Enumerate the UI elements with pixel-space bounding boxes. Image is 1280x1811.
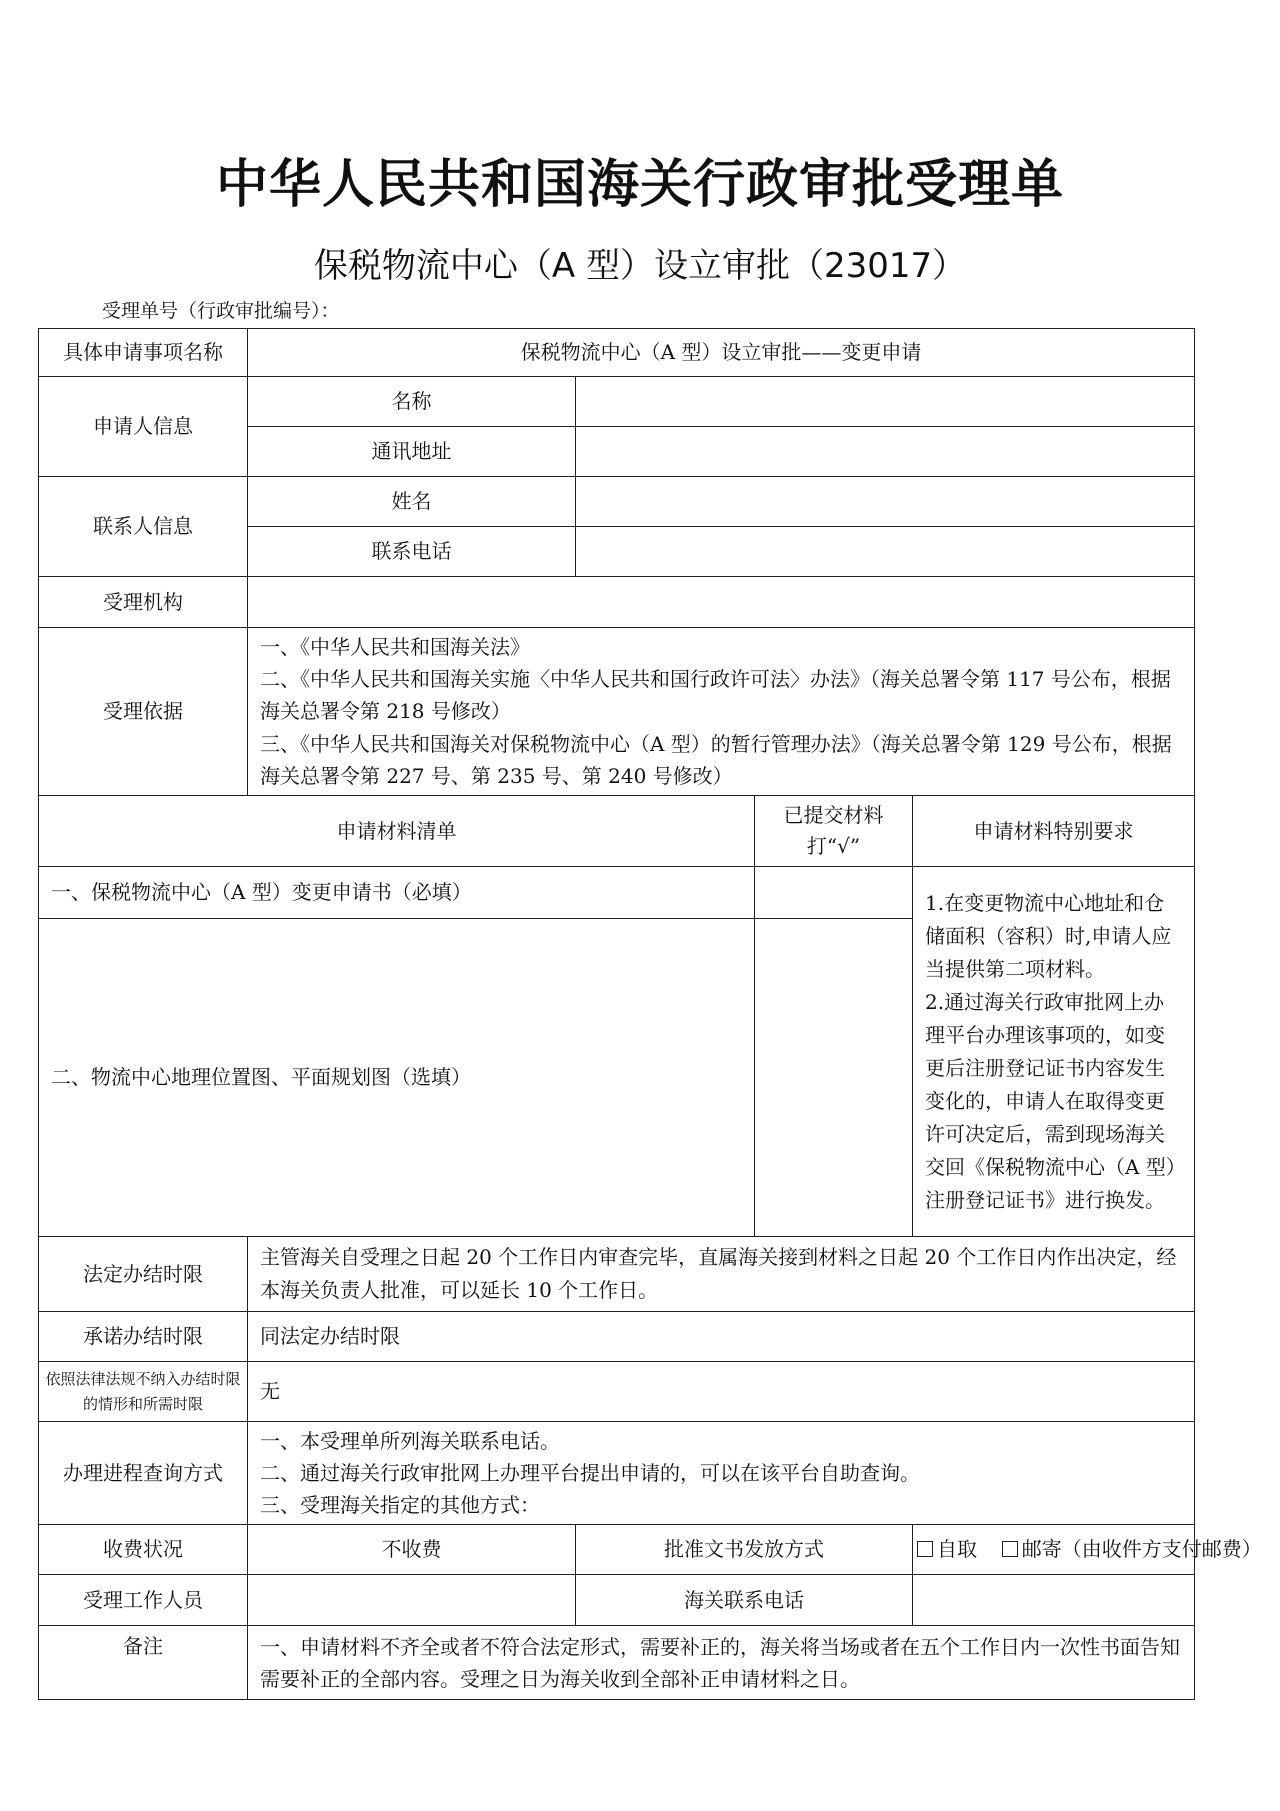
excluded-time-value: 无 — [248, 1362, 1195, 1422]
contact-info-label: 联系人信息 — [39, 477, 248, 577]
contact-phone-field[interactable] — [576, 527, 1195, 577]
submitted-check-header: 已提交材料打“√” — [755, 796, 913, 867]
applicant-address-label: 通讯地址 — [248, 427, 576, 477]
fee-value: 不收费 — [248, 1525, 576, 1575]
remarks-label: 备注 — [39, 1626, 248, 1700]
special-requirements-header: 申请材料特别要求 — [913, 796, 1195, 867]
remarks-value: 一、申请材料不齐全或者不符合法定形式，需要补正的，海关将当场或者在五个工作日内一次性书面告知需要补正的全部内容。受理之日为海关收到全部补正申请材料之日。 — [248, 1626, 1195, 1700]
delivery-method-label: 批准文书发放方式 — [576, 1525, 913, 1575]
customs-phone-label: 海关联系电话 — [576, 1575, 913, 1626]
contact-name-field[interactable] — [576, 477, 1195, 527]
materials-list-header: 申请材料清单 — [39, 796, 755, 867]
basis-line-3: 三、《中华人民共和国海关对保税物流中心（A 型）的暂行管理办法》（海关总署令第 129 号公布，根据海关总署令第 227 号、第 235 号、第 240 号修改） — [260, 731, 1172, 789]
legal-limit-label: 法定办结时限 — [39, 1237, 248, 1312]
material-1-label: 一、保税物流中心（A 型）变更申请书（必填） — [39, 867, 755, 919]
progress-query-label: 办理进程查询方式 — [39, 1422, 248, 1525]
applicant-info-label: 申请人信息 — [39, 377, 248, 477]
basis-content — [248, 628, 1195, 796]
promised-limit-value: 同法定办结时限 — [248, 1312, 1195, 1362]
customs-phone-field[interactable] — [913, 1575, 1195, 1626]
delivery-mail-option[interactable]: 邮寄（由收件方支付邮费） — [1002, 1537, 1262, 1561]
delivery-method-options — [913, 1525, 1262, 1575]
self-pickup-checkbox-icon — [917, 1541, 933, 1557]
applicant-name-label: 名称 — [248, 377, 576, 427]
page-title: 中华人民共和国海关行政审批受理单 — [215, 155, 1064, 215]
legal-limit-value: 主管海关自受理之日起 20 个工作日内审查完毕，直属海关接到材料之日起 20 个工作日内作出决定，经本海关负责人批准，可以延长 10 个工作日。 — [248, 1237, 1195, 1312]
staff-field[interactable] — [248, 1575, 576, 1626]
progress-query-content — [248, 1422, 1195, 1525]
material-2-checkbox[interactable] — [755, 919, 913, 1237]
special-requirements-text: 1.在变更物流中心地址和仓储面积（容积）时,申请人应当提供第二项材料。 2.通过海关行政审批网上办理平台办理该事项的，如变更后注册登记证书内容发生变化的，申请人在取得变更许可决定后，需到现场海关交回《保税物流中心（A 型）注册登记证书》进行换发。 — [913, 867, 1195, 1237]
item-name-label: 具体申请事项名称 — [39, 329, 248, 377]
staff-label: 受理工作人员 — [39, 1575, 248, 1626]
material-2-label: 二、物流中心地理位置图、平面规划图（选填） — [39, 919, 755, 1237]
excluded-time-label: 依照法律法规不纳入办结时限的情形和所需时限 — [39, 1362, 248, 1422]
agency-label: 受理机构 — [39, 577, 248, 628]
basis-line-1: 一、《中华人民共和国海关法》 — [260, 634, 530, 659]
material-1-checkbox[interactable] — [755, 867, 913, 919]
basis-line-2: 二、《中华人民共和国海关实施〈中华人民共和国行政许可法〉办法》（海关总署令第 117 号公布，根据海关总署令第 218 号修改） — [260, 666, 1171, 724]
contact-phone-label: 联系电话 — [248, 527, 576, 577]
item-name-value: 保税物流中心（A 型）设立审批——变更申请 — [248, 329, 1195, 377]
promised-limit-label: 承诺办结时限 — [39, 1312, 248, 1362]
progress-line-2: 二、通过海关行政审批网上办理平台提出申请的，可以在该平台自助查询。 — [260, 1461, 920, 1485]
page-subtitle: 保税物流中心（A 型）设立审批（23017） — [313, 246, 967, 286]
contact-name-label: 姓名 — [248, 477, 576, 527]
delivery-self-option[interactable]: 自取 — [917, 1537, 977, 1561]
acceptance-number-label: 受理单号（行政审批编号）： — [102, 300, 340, 322]
agency-field[interactable] — [248, 577, 1195, 628]
progress-line-1: 一、本受理单所列海关联系电话。 — [260, 1429, 560, 1453]
basis-label: 受理依据 — [39, 628, 248, 796]
applicant-name-field[interactable] — [576, 377, 1195, 427]
progress-line-3: 三、受理海关指定的其他方式： — [260, 1493, 540, 1517]
applicant-address-field[interactable] — [576, 427, 1195, 477]
approval-form-table — [38, 328, 1262, 1700]
mail-checkbox-icon — [1002, 1541, 1018, 1557]
fee-label: 收费状况 — [39, 1525, 248, 1575]
